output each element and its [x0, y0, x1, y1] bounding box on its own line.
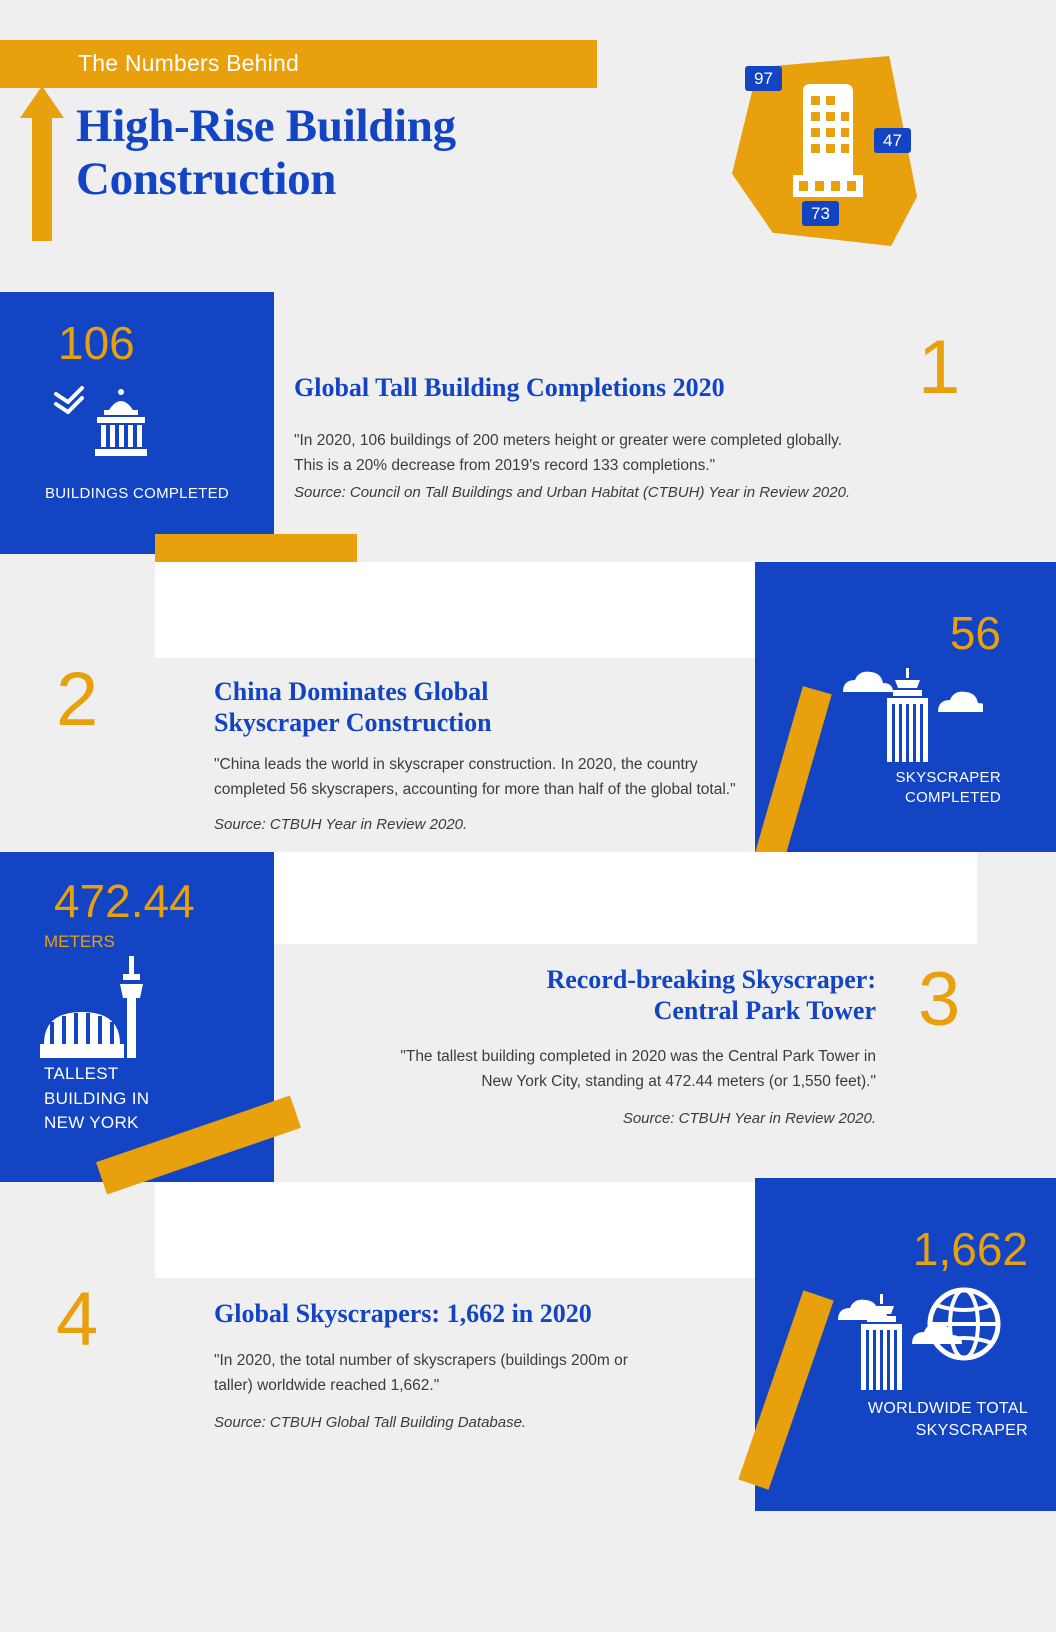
- section-4-white-panel: [155, 1182, 755, 1278]
- section-2-stat-label-line2: COMPLETED: [904, 789, 1001, 807]
- section-2-stat-label-line1: SKYSCRAPER: [895, 769, 1001, 786]
- building-icon: [785, 80, 870, 200]
- section-3-index: 3: [918, 957, 961, 1042]
- section-1-title: Global Tall Building Completions 2020: [294, 373, 725, 402]
- section-4-source: Source: CTBUH Global Tall Building Database.: [214, 1414, 527, 1431]
- section-1-stat-value: 106: [58, 317, 135, 369]
- globe-skyscraper-icon: [830, 1282, 1020, 1397]
- section-3-stat-label-line2: BUILDING IN: [44, 1088, 150, 1108]
- page-title-line1: High-Rise Building: [76, 100, 456, 152]
- header-tag-97: 97: [745, 66, 782, 91]
- section-2-source: Source: CTBUH Year in Review 2020.: [214, 816, 468, 833]
- section-4-stat-label: [768, 1398, 1028, 1441]
- section-4-title: Global Skyscrapers: 1,662 in 2020: [214, 1299, 592, 1328]
- section-3-stat-label-line3: NEW YORK: [44, 1113, 139, 1133]
- section-3-title: [380, 964, 876, 1026]
- page-title-line2: Construction: [76, 153, 337, 206]
- section-2-title-line1: China Dominates Global: [214, 677, 489, 706]
- skyscraper-cloud-icon: [833, 662, 983, 767]
- section-2-stat-value: 56: [949, 607, 1001, 659]
- up-arrow-icon: [20, 86, 64, 241]
- section-3-title-line2: Central Park Tower: [653, 996, 876, 1026]
- header-tag-73: 73: [802, 201, 839, 226]
- section-3-stat-unit: METERS: [44, 932, 115, 951]
- header-tag-47: 47: [874, 128, 911, 153]
- section-3-white-panel: [274, 852, 977, 944]
- section-3-body: "The tallest building completed in 2020 was the Central Park Tower in New York City, standing at 472.44 meters (or 1,550 feet).": [400, 1048, 876, 1091]
- section-1-stat-card: [0, 292, 274, 554]
- section-3-source: Source: CTBUH Year in Review 2020.: [622, 1110, 876, 1127]
- section-1-index: 1: [918, 325, 961, 410]
- section-1-accent-bar: [155, 534, 357, 562]
- section-4-body: "In 2020, the total number of skyscrapers (buildings 200m or taller) worldwide reached 1,662.": [214, 1352, 628, 1395]
- header-illustration: [722, 36, 932, 251]
- section-2-title: [214, 676, 774, 738]
- section-1-stat-label: BUILDINGS COMPLETED: [44, 485, 230, 502]
- section-4-stat-value: 1,662: [912, 1223, 1028, 1275]
- section-4-stat-label-line1: WORLDWIDE TOTAL: [867, 1400, 1028, 1417]
- page-title: [76, 100, 696, 206]
- section-1-body: "In 2020, 106 buildings of 200 meters height or greater were completed globally. This is a 20% decrease from 2019's record 133 completions.": [294, 432, 843, 475]
- capitol-building-icon: [52, 384, 162, 462]
- cn-tower-icon: [36, 952, 166, 1062]
- section-3-title-line1: Record-breaking Skyscraper:: [546, 965, 876, 994]
- section-2-title-line2: Skyscraper Construction: [214, 708, 492, 738]
- section-4-stat-label-line2: SKYSCRAPER: [915, 1421, 1028, 1439]
- section-2-index: 2: [56, 657, 99, 742]
- header-kicker-text: The Numbers Behind: [78, 50, 299, 76]
- section-2-stat-label: [801, 768, 1001, 809]
- section-1-source: Source: Council on Tall Buildings and Urban Habitat (CTBUH) Year in Review 2020.: [294, 484, 851, 501]
- section-3-stat-label-line1: TALLEST: [44, 1064, 119, 1083]
- section-3-stat-value: 472.44: [54, 875, 195, 927]
- section-4-index: 4: [56, 1277, 99, 1362]
- section-2-body: "China leads the world in skyscraper construction. In 2020, the country completed 56 skyscrapers, accounting for more than half of the global total.": [214, 756, 736, 799]
